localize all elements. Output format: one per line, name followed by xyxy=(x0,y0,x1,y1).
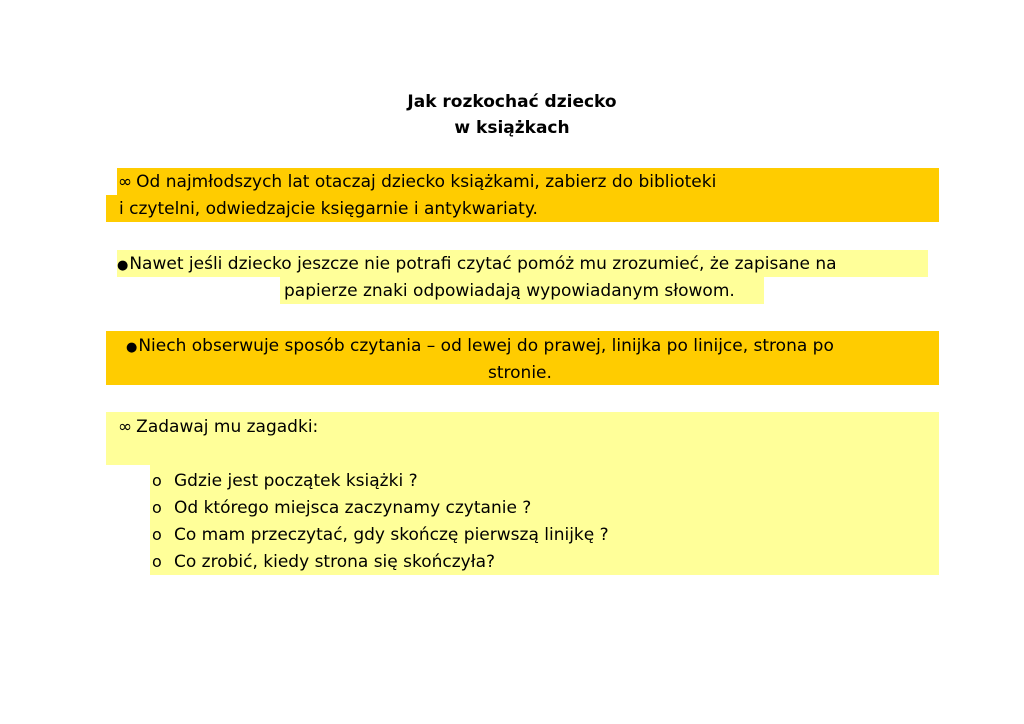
list-item-text: Od którego miejsca zaczynamy czytanie ? xyxy=(174,498,532,518)
infinity-bullet-icon: ∞ xyxy=(118,417,133,437)
section-2-line2: papierze znaki odpowiadają wypowiadanym słowom. xyxy=(284,281,735,301)
dot-bullet-icon: ● xyxy=(126,340,138,355)
section-1-line1 xyxy=(118,169,716,195)
list-item xyxy=(152,549,495,575)
section-1-text-line1: Od najmłodszych lat otaczaj dziecko książkami, zabierz do biblioteki xyxy=(136,172,717,192)
list-item-text: Co zrobić, kiedy strona się skończyła? xyxy=(174,552,496,572)
section-3-line1 xyxy=(126,333,834,361)
document-title-line1: Jak rozkochać dziecko xyxy=(407,92,617,112)
section-3-text-line1: Niech obserwuje sposób czytania – od lewej do prawej, linijka po linijce, strona po xyxy=(138,336,834,356)
circle-bullet-icon: o xyxy=(152,525,162,544)
infinity-bullet-icon: ∞ xyxy=(118,172,133,192)
document-title-line2: w książkach xyxy=(454,118,570,138)
section-4-heading-text: Zadawaj mu zagadki: xyxy=(136,417,319,437)
list-item xyxy=(152,522,609,548)
circle-bullet-icon: o xyxy=(152,471,162,490)
list-item-text: Co mam przeczytać, gdy skończę pierwszą linijkę ? xyxy=(174,525,609,545)
list-item-text: Gdzie jest początek książki ? xyxy=(174,471,418,491)
list-item xyxy=(152,468,418,494)
section-2-text-line1: Nawet jeśli dziecko jeszcze nie potrafi czytać pomóż mu zrozumieć, że zapisane na xyxy=(129,254,837,274)
section-3-line2: stronie. xyxy=(488,363,552,383)
circle-bullet-icon: o xyxy=(152,552,162,571)
section-4-heading xyxy=(118,414,318,440)
section-2-line1 xyxy=(117,251,837,279)
section-1-line2: i czytelni, odwiedzajcie księgarnie i antykwariaty. xyxy=(119,199,538,219)
circle-bullet-icon: o xyxy=(152,498,162,517)
list-item xyxy=(152,495,531,521)
dot-bullet-icon: ● xyxy=(117,258,129,273)
